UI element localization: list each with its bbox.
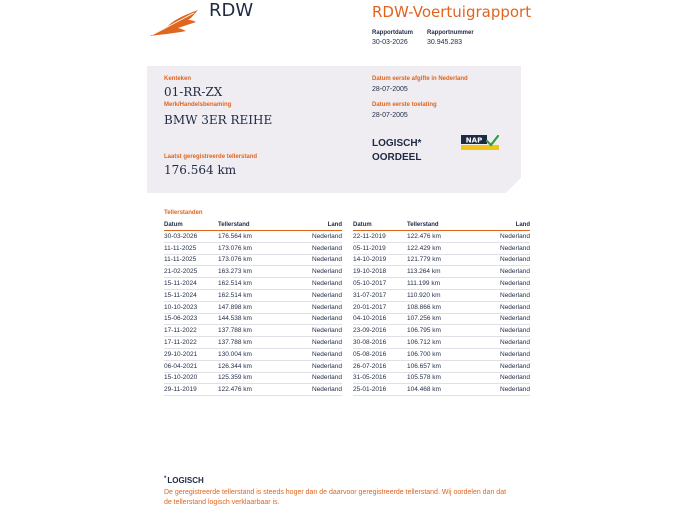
row-country: Nederland	[477, 278, 530, 290]
row-reading: 144.538 km	[218, 313, 288, 325]
logo-text: RDW	[209, 0, 254, 21]
row-country: Nederland	[477, 337, 530, 349]
row-country: Nederland	[288, 384, 342, 396]
column-reading: Tellerstand	[218, 220, 288, 231]
row-reading: 111.199 km	[407, 278, 477, 290]
row-date: 15-10-2020	[164, 372, 218, 384]
table-row	[164, 372, 342, 384]
first-admission-label: Datum eerste toelating	[372, 102, 437, 108]
row-country: Nederland	[288, 242, 342, 254]
row-country: Nederland	[477, 348, 530, 360]
row-country: Nederland	[288, 266, 342, 278]
table-row	[164, 231, 342, 243]
row-date: 23-09-2016	[353, 325, 407, 337]
row-reading: 121.779 km	[407, 254, 477, 266]
table-row	[164, 384, 342, 396]
row-reading: 125.359 km	[218, 372, 288, 384]
row-country: Nederland	[288, 325, 342, 337]
table-row	[353, 254, 530, 266]
row-reading: 106.657 km	[407, 360, 477, 372]
row-reading: 137.788 km	[218, 325, 288, 337]
table-row	[353, 348, 530, 360]
row-date: 31-07-2017	[353, 289, 407, 301]
row-country: Nederland	[477, 289, 530, 301]
report-number-label: Rapportnummer	[427, 30, 474, 36]
row-country: Nederland	[477, 231, 530, 243]
odometer-table-left	[164, 220, 342, 396]
row-date: 31-05-2016	[353, 372, 407, 384]
report-date: 30-03-2026	[372, 39, 408, 46]
row-reading: 113.264 km	[407, 266, 477, 278]
footnote-title	[164, 476, 204, 485]
row-country: Nederland	[477, 360, 530, 372]
row-date: 17-11-2022	[164, 325, 218, 337]
table-row	[353, 360, 530, 372]
row-country: Nederland	[288, 348, 342, 360]
table-row	[353, 242, 530, 254]
row-date: 29-10-2021	[164, 348, 218, 360]
verdict-line-1: LOGISCH*	[372, 138, 422, 149]
table-row	[353, 337, 530, 349]
column-country: Land	[477, 220, 530, 231]
footnote-star: *	[164, 476, 167, 482]
nap-check-logo-icon	[461, 135, 499, 150]
table-row	[164, 325, 342, 337]
row-date: 17-11-2022	[164, 337, 218, 349]
row-country: Nederland	[477, 254, 530, 266]
footnote-text: De geregistreerde tellerstand is steeds hoger dan de daarvoor geregistreerde tellerstand. Wij oordelen dan dat de tellerstand logisch verklaarbaar is.	[164, 489, 507, 506]
row-country: Nederland	[288, 301, 342, 313]
table-row	[164, 301, 342, 313]
table-header-row	[353, 220, 530, 231]
row-date: 14-10-2019	[353, 254, 407, 266]
row-country: Nederland	[288, 289, 342, 301]
make-label: Merk/Handelsbenaming	[164, 102, 232, 108]
row-date: 25-01-2016	[353, 384, 407, 396]
row-reading: 122.476 km	[218, 384, 288, 396]
license-plate: 01-RR-ZX	[164, 85, 223, 99]
row-reading: 173.076 km	[218, 254, 288, 266]
table-row	[164, 360, 342, 372]
row-reading: 176.564 km	[218, 231, 288, 243]
verdict	[372, 137, 421, 165]
row-date: 05-08-2016	[353, 348, 407, 360]
table-row	[164, 266, 342, 278]
table-row	[353, 384, 530, 396]
table-row	[164, 337, 342, 349]
table-row	[164, 254, 342, 266]
report-number: 30.945.283	[427, 39, 463, 46]
row-reading: 163.273 km	[218, 266, 288, 278]
row-reading: 104.468 km	[407, 384, 477, 396]
row-date: 15-11-2024	[164, 278, 218, 290]
vehicle-make: BMW 3ER REIHE	[164, 113, 273, 127]
row-date: 04-10-2016	[353, 313, 407, 325]
column-date: Datum	[164, 220, 218, 231]
row-country: Nederland	[477, 242, 530, 254]
odometer-table-title: Tellerstanden	[164, 210, 203, 216]
column-date: Datum	[353, 220, 407, 231]
row-date: 29-11-2019	[164, 384, 218, 396]
row-country: Nederland	[288, 278, 342, 290]
table-row	[353, 289, 530, 301]
row-reading: 107.256 km	[407, 313, 477, 325]
verdict-line-2: OORDEEL	[372, 152, 422, 163]
row-date: 20-01-2017	[353, 301, 407, 313]
table-row	[353, 325, 530, 337]
row-country: Nederland	[477, 313, 530, 325]
row-reading: 108.866 km	[407, 301, 477, 313]
row-date: 10-10-2023	[164, 301, 218, 313]
row-date: 05-11-2019	[353, 242, 407, 254]
odometer-table-right	[353, 220, 530, 396]
table-row	[164, 348, 342, 360]
row-date: 11-11-2025	[164, 242, 218, 254]
column-country: Land	[288, 220, 342, 231]
row-date: 30-08-2016	[353, 337, 407, 349]
table-row	[164, 242, 342, 254]
table-row	[353, 231, 530, 243]
row-reading: 106.712 km	[407, 337, 477, 349]
table-header-row	[164, 220, 342, 231]
row-reading: 122.476 km	[407, 231, 477, 243]
row-country: Nederland	[288, 372, 342, 384]
table-row	[353, 278, 530, 290]
row-date: 15-11-2024	[164, 289, 218, 301]
row-reading: 162.514 km	[218, 278, 288, 290]
row-date: 19-10-2018	[353, 266, 407, 278]
table-row	[164, 289, 342, 301]
odometer-label: Laatst geregistreerde tellerstand	[164, 154, 258, 160]
row-reading: 110.920 km	[407, 289, 477, 301]
rdw-feather-logo-icon	[148, 8, 204, 38]
row-date: 26-07-2016	[353, 360, 407, 372]
row-country: Nederland	[288, 337, 342, 349]
row-country: Nederland	[477, 372, 530, 384]
row-country: Nederland	[288, 254, 342, 266]
row-country: Nederland	[288, 360, 342, 372]
row-country: Nederland	[477, 384, 530, 396]
row-date: 15-06-2023	[164, 313, 218, 325]
row-reading: 106.795 km	[407, 325, 477, 337]
table-row	[353, 372, 530, 384]
table-row	[353, 313, 530, 325]
row-reading: 162.514 km	[218, 289, 288, 301]
panel-corner-cut	[506, 178, 521, 193]
row-reading: 137.788 km	[218, 337, 288, 349]
table-row	[353, 301, 530, 313]
row-date: 11-11-2025	[164, 254, 218, 266]
row-reading: 173.076 km	[218, 242, 288, 254]
row-reading: 122.429 km	[407, 242, 477, 254]
first-issue-nl-label: Datum eerste afgifte in Nederland	[372, 76, 468, 82]
footnote-title-text: LOGISCH	[167, 476, 204, 485]
row-country: Nederland	[288, 313, 342, 325]
table-row	[164, 313, 342, 325]
row-reading: 126.344 km	[218, 360, 288, 372]
row-country: Nederland	[288, 231, 342, 243]
row-reading: 105.578 km	[407, 372, 477, 384]
table-row	[164, 278, 342, 290]
plate-label: Kenteken	[164, 76, 192, 82]
row-reading: 106.700 km	[407, 348, 477, 360]
row-date: 06-04-2021	[164, 360, 218, 372]
row-reading: 147.898 km	[218, 301, 288, 313]
first-issue-nl: 28-07-2005	[372, 86, 408, 93]
row-reading: 130.004 km	[218, 348, 288, 360]
nap-text: NAP	[465, 136, 483, 145]
row-country: Nederland	[477, 266, 530, 278]
row-date: 22-11-2019	[353, 231, 407, 243]
row-date: 21-02-2025	[164, 266, 218, 278]
row-country: Nederland	[477, 325, 530, 337]
last-odometer: 176.564 km	[164, 163, 237, 177]
report-date-label: Rapportdatum	[372, 30, 413, 36]
row-date: 05-10-2017	[353, 278, 407, 290]
row-date: 30-03-2026	[164, 231, 218, 243]
column-reading: Tellerstand	[407, 220, 477, 231]
first-admission: 28-07-2005	[372, 112, 408, 119]
report-title: RDW-Voertuigrapport	[372, 3, 532, 21]
table-row	[353, 266, 530, 278]
row-country: Nederland	[477, 301, 530, 313]
